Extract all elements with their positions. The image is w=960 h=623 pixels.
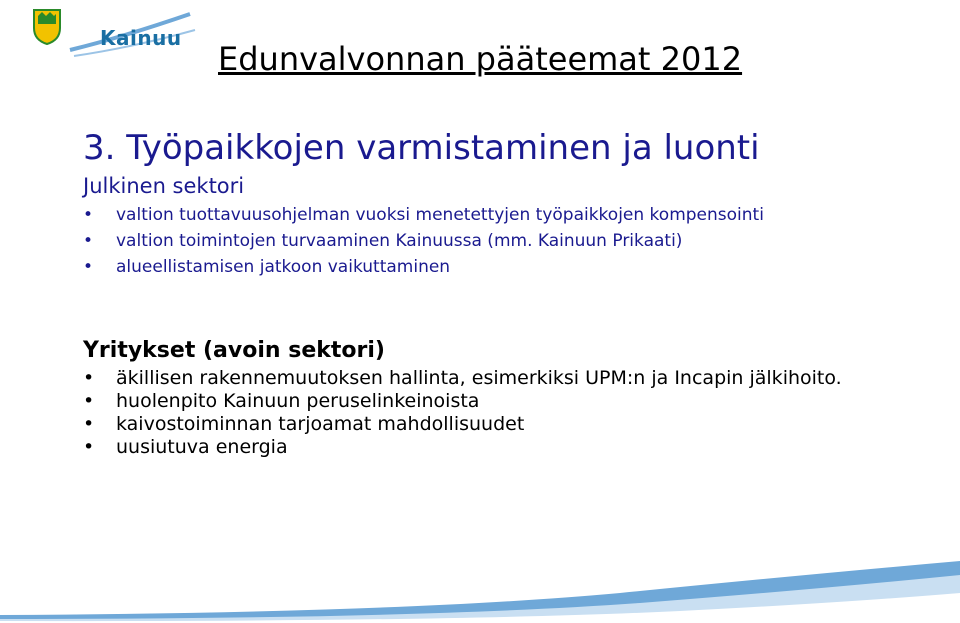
list-item: • kaivostoiminnan tarjoamat mahdollisuudet — [83, 413, 843, 435]
section-heading: 3. Työpaikkojen varmistaminen ja luonti — [83, 128, 760, 168]
list-item: • valtion toimintojen turvaaminen Kainuussa (mm. Kainuun Prikaati) — [83, 230, 843, 253]
logo-text: Kainuu — [100, 26, 182, 50]
list-item: • huolenpito Kainuun peruselinkeinoista — [83, 390, 843, 412]
list-item: • uusiutuva energia — [83, 436, 843, 458]
public-sector-list — [83, 204, 843, 282]
list-item: • valtion tuottavuusohjelman vuoksi menetettyjen työpaikkojen kompensointi — [83, 204, 843, 227]
kainuu-logo — [30, 4, 200, 66]
list-item: • alueellistamisen jatkoon vaikuttaminen — [83, 256, 843, 279]
public-sector-title: Julkinen sektori — [83, 174, 245, 198]
footer-wave — [0, 553, 960, 623]
companies-list — [83, 367, 843, 459]
list-item: • äkillisen rakennemuutoksen hallinta, esimerkiksi UPM:n ja Incapin jälkihoito. — [83, 367, 843, 389]
page-title: Edunvalvonnan pääteemat 2012 — [218, 40, 743, 78]
companies-title: Yritykset (avoin sektori) — [83, 338, 385, 363]
